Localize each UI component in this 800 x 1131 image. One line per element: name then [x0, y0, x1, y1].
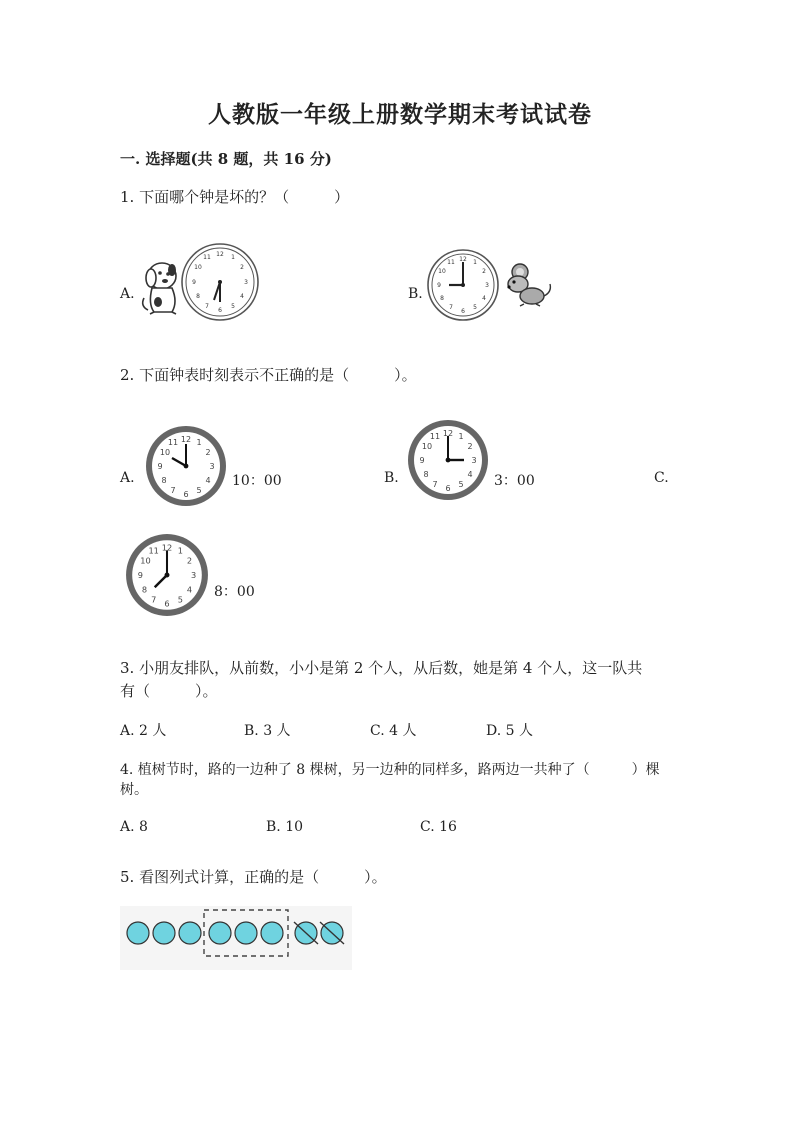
svg-text:6: 6	[164, 598, 170, 609]
svg-text:3: 3	[485, 282, 489, 289]
svg-text:3: 3	[209, 462, 215, 471]
svg-text:9: 9	[157, 462, 163, 471]
svg-text:1: 1	[458, 432, 464, 441]
svg-text:10: 10	[438, 268, 446, 275]
circle	[153, 922, 175, 944]
svg-text:3: 3	[191, 570, 197, 581]
svg-text:12: 12	[161, 542, 173, 553]
svg-text:7: 7	[151, 594, 157, 605]
q4-option-c: C. 16	[420, 819, 457, 835]
q4-option-a: A. 8	[120, 819, 148, 835]
q2-clock-b	[406, 418, 490, 502]
svg-text:8: 8	[161, 476, 167, 485]
svg-text:2: 2	[205, 448, 211, 457]
svg-text:10: 10	[194, 264, 202, 271]
circle	[179, 922, 201, 944]
svg-text:11: 11	[429, 432, 441, 441]
svg-text:11: 11	[203, 254, 211, 261]
svg-text:9: 9	[192, 279, 196, 286]
q3-option-d: D. 5 人	[486, 723, 533, 739]
dog-icon	[138, 258, 182, 320]
svg-text:1: 1	[196, 438, 202, 447]
svg-text:12: 12	[442, 429, 454, 438]
question-3-line-1: 3. 小朋友排队，从前数，小小是第 2 个人，从后数，她是第 4 个人，这一队共	[120, 659, 643, 677]
circle	[261, 922, 283, 944]
q3-option-b: B. 3 人	[244, 723, 291, 739]
mouse-icon	[502, 262, 554, 312]
q4-option-b: B. 10	[266, 819, 304, 835]
svg-text:9: 9	[137, 570, 143, 581]
question-4-line-1: 4. 植树节时，路的一边种了 8 棵树，另一边种的同样多，路两边一共种了（ ）棵	[120, 762, 660, 778]
svg-text:4: 4	[186, 584, 193, 595]
svg-text:11: 11	[447, 259, 455, 266]
svg-text:9: 9	[437, 282, 441, 289]
section-heading: 一. 选择题(共 8 题，共 16 分)	[120, 150, 332, 168]
svg-text:7: 7	[205, 303, 209, 310]
q2-option-c-time: 8：00	[214, 584, 255, 600]
q1-clock-a	[180, 242, 260, 322]
svg-text:9: 9	[419, 456, 425, 465]
q2-option-c-label: C.	[654, 470, 669, 486]
svg-text:10: 10	[421, 442, 433, 451]
question-4-line-2: 树。	[120, 782, 148, 798]
circle	[127, 922, 149, 944]
svg-text:3: 3	[471, 456, 477, 465]
svg-text:2: 2	[186, 555, 193, 566]
q3-option-a: A. 2 人	[120, 723, 167, 739]
q2-option-b-time: 3：00	[494, 473, 535, 489]
svg-text:5: 5	[196, 486, 202, 495]
svg-text:4: 4	[240, 293, 244, 300]
svg-text:7: 7	[170, 486, 176, 495]
svg-text:6: 6	[183, 490, 189, 499]
svg-text:8: 8	[141, 584, 148, 595]
svg-text:5: 5	[177, 594, 183, 605]
svg-text:1: 1	[473, 259, 477, 266]
svg-text:8: 8	[196, 293, 200, 300]
svg-text:4: 4	[205, 476, 211, 485]
svg-text:7: 7	[449, 304, 453, 311]
svg-text:4: 4	[467, 470, 473, 479]
svg-text:6: 6	[218, 307, 222, 314]
svg-text:2: 2	[240, 264, 244, 271]
svg-text:10: 10	[140, 555, 151, 566]
svg-text:4: 4	[482, 295, 486, 302]
svg-text:6: 6	[461, 308, 465, 315]
svg-text:10: 10	[159, 448, 171, 457]
svg-text:8: 8	[423, 470, 429, 479]
q2-clock-c	[124, 532, 210, 618]
svg-text:3: 3	[244, 279, 248, 286]
q1-clock-b	[426, 248, 500, 322]
q1-option-a-label: A.	[120, 286, 135, 302]
svg-text:1: 1	[177, 545, 183, 556]
q2-clock-a	[144, 424, 228, 508]
page-title: 人教版一年级上册数学期末考试试卷	[208, 101, 592, 128]
svg-text:12: 12	[180, 435, 192, 444]
question-3-line-2: 有（ ）。	[120, 682, 218, 700]
q2-option-b-label: B.	[384, 470, 399, 486]
svg-text:11: 11	[148, 545, 159, 556]
svg-text:2: 2	[467, 442, 473, 451]
svg-text:8: 8	[440, 295, 444, 302]
circle	[209, 922, 231, 944]
q1-option-b-label: B.	[408, 286, 423, 302]
question-1-text: 1. 下面哪个钟是坏的？（ ）	[120, 188, 350, 206]
q2-option-a-time: 10：00	[232, 473, 282, 489]
svg-text:5: 5	[458, 480, 464, 489]
q2-option-a-label: A.	[120, 470, 135, 486]
question-2-text: 2. 下面钟表时刻表示不正确的是（ ）。	[120, 366, 417, 384]
svg-text:1: 1	[231, 254, 235, 261]
question-5-text: 5. 看图列式计算，正确的是（ ）。	[120, 868, 387, 886]
q5-circle-figure	[120, 906, 352, 970]
svg-text:5: 5	[231, 303, 235, 310]
svg-text:6: 6	[445, 484, 451, 493]
svg-text:5: 5	[473, 304, 477, 311]
svg-text:11: 11	[167, 438, 179, 447]
svg-text:12: 12	[459, 256, 467, 263]
svg-text:2: 2	[482, 268, 486, 275]
q3-option-c: C. 4 人	[370, 723, 417, 739]
circle	[235, 922, 257, 944]
svg-text:7: 7	[432, 480, 438, 489]
svg-text:12: 12	[216, 251, 224, 258]
